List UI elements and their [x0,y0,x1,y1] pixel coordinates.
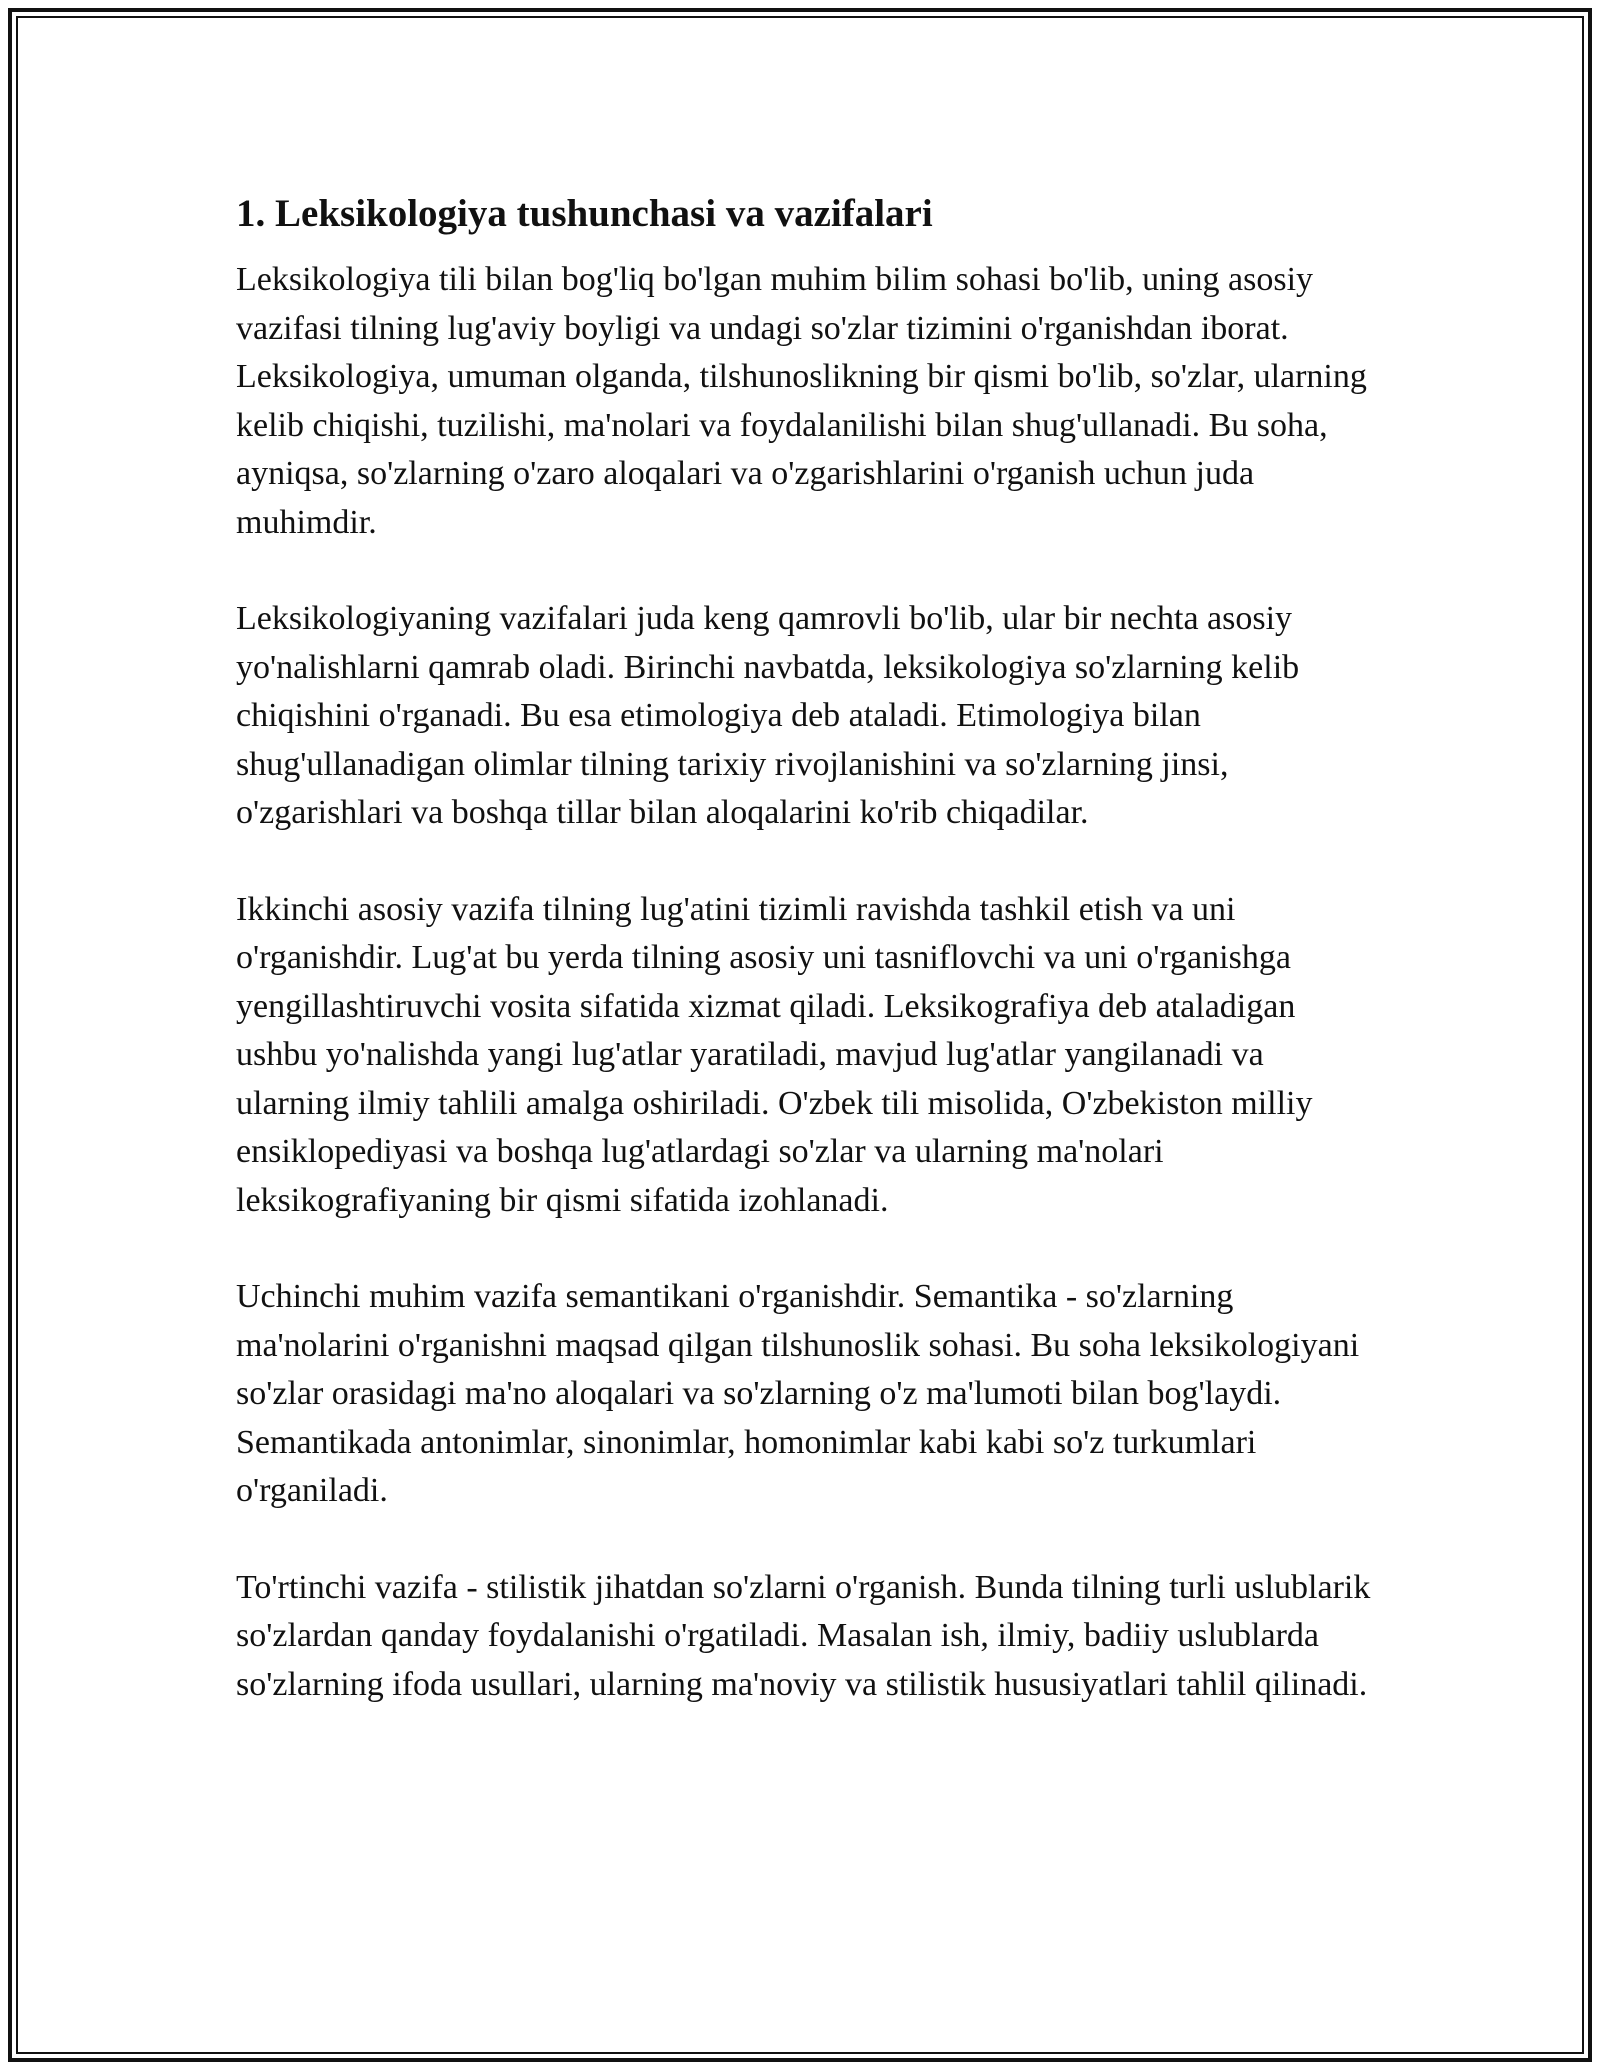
paragraph-lexicography: Ikkinchi asosiy vazifa tilning lug'atini tizimli ravishda tashkil etish va uni o'rganishdir. Lug'at bu yerda tilning asosiy uni tasniflovchi va uni o'rganishga yengillashtiruvchi vosita sifatida xizmat qiladi. Leksikografiya deb ataladigan ushbu yo'nalishda yangi lug'atlar yaratiladi, mavjud lug'atlar yangilanadi va ularning ilmiy tahlili amalga oshiriladi. O'zbek tili misolida, O'zbekiston milliy ensiklopediyasi va boshqa lug'atlardagi so'zlar va ularning ma'nolari leksikografiyaning bir qismi sifatida izohlanadi. [236,890,1313,1219]
document-body [236,186,1376,1709]
paragraph-etymology: Leksikologiyaning vazifalari juda keng qamrovli bo'lib, ular bir nechta asosiy yo'nalishlarni qamrab oladi. Birinchi navbatda, leksikologiya so'zlarning kelib chiqishini o'rganadi. Bu esa etimologiya deb ataladi. Etimologiya bilan shug'ullanadigan olimlar tilning tarixiy rivojlanishini va so'zlarning jinsi, o'zgarishlari va boshqa tillar bilan aloqalarini ko'rib chiqadilar. [236,600,1300,831]
paragraph-semantics: Uchinchi muhim vazifa semantikani o'rganishdir. Semantika - so'zlarning ma'nolarini o'rganishni maqsad qilgan tilshunoslik sohasi. Bu soha leksikologiyani so'zlar orasidagi ma'no aloqalari va so'zlarning o'z ma'lumoti bilan bog'laydi. Semantikada antonimlar, sinonimlar, homonimlar kabi kabi so'z turkumlari o'rganiladi. [236,1278,1360,1509]
section-title: 1. Leksikologiya tushunchasi va vazifalari [236,192,933,235]
paragraph-intro: Leksikologiya tili bilan bog'liq bo'lgan muhim bilim sohasi bo'lib, uning asosiy vazifasi tilning lug'aviy boyligi va undagi so'zlar tizimini o'rganishdan iborat. Leksikologiya, umuman olganda, tilshunoslikning bir qismi bo'lib, so'zlar, ularning kelib chiqishi, tuzilishi, ma'nolari va foydalanilishi bilan shug'ullanadi. Bu soha, ayniqsa, so'zlarning o'zaro aloqalari va o'zgarishlarini o'rganish uchun juda muhimdir. [236,261,1367,541]
paragraph-stylistics: To'rtinchi vazifa - stilistik jihatdan so'zlarni o'rganish. Bunda tilning turli uslublarik so'zlardan qanday foydalanishi o'rgatiladi. Masalan ish, ilmiy, badiiy uslublarda so'zlarning ifoda usullari, ularning ma'noviy va stilistik hususiyatlari tahlil qilinadi. [236,1568,1371,1703]
